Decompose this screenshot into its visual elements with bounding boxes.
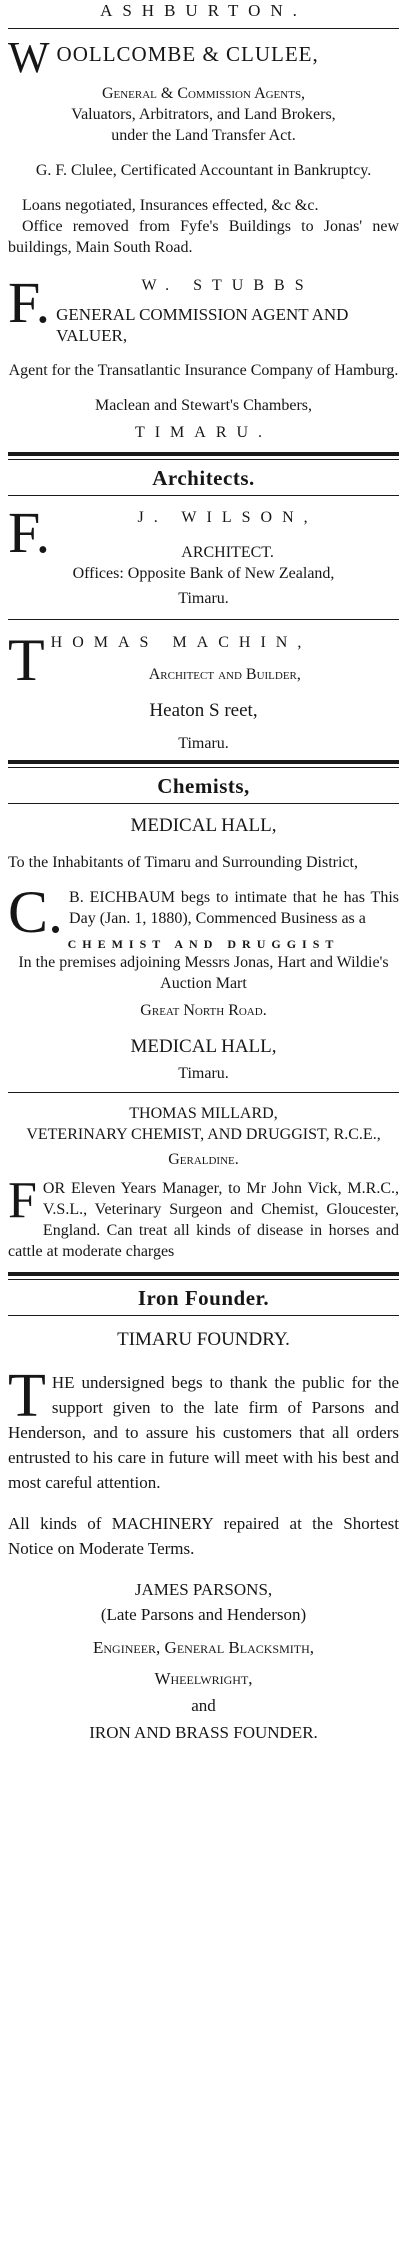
ad-millard	[8, 1103, 399, 1262]
dropcap: F.	[8, 500, 51, 565]
line: Timaru.	[178, 735, 229, 752]
ad-machin	[8, 627, 399, 754]
line: OR Eleven Years Manager, to Mr John Vick, M.R.C., V.S.L., Veterinary Surgeon and Chemist, Gloucester, England. Can treat all kinds of disease in horses and cattle at moderate charges	[8, 1180, 399, 1260]
line: Maclean and Stewart's Chambers,	[94, 397, 313, 414]
line: (Late Parsons and Henderson)	[100, 1605, 307, 1624]
dropcap: F	[8, 1172, 37, 1229]
line: All kinds of MACHINERY repaired at the Shortest Notice on Moderate Terms.	[8, 1514, 399, 1558]
line: Heaton S reet,	[149, 700, 258, 721]
divider	[8, 495, 399, 496]
ad-stubbs	[8, 270, 399, 442]
dropcap: C.	[8, 879, 64, 945]
line: CHEMIST AND DRUGGIST	[67, 937, 340, 951]
divider	[8, 619, 399, 620]
firm-name: W. STUBBS	[141, 277, 314, 294]
ad-eichbaum	[8, 814, 399, 1084]
ad-wilson	[8, 500, 399, 609]
divider	[8, 1315, 399, 1316]
line: Engineer, General Blacksmith,	[93, 1638, 314, 1657]
firm-name: OOLLCOMBE & CLULEE,	[56, 42, 319, 66]
section-heading-iron-founder: Iron Founder.	[137, 1286, 270, 1310]
line: Timaru.	[178, 1065, 229, 1082]
line: Great North Road.	[140, 1002, 267, 1019]
dropcap: W	[8, 33, 51, 82]
line: Valuators, Arbitrators, and Land Brokers,	[71, 106, 336, 123]
line: Architect and Builder,	[148, 666, 301, 683]
line: General & Commission Agents,	[101, 85, 306, 102]
line: Wheelwright,	[154, 1669, 253, 1688]
line: under the Land Transfer Act.	[111, 127, 296, 144]
divider	[8, 767, 399, 768]
line: TIMARU FOUNDRY.	[117, 1329, 290, 1350]
section-heading-chemists: Chemists,	[157, 774, 250, 798]
firm-name: HOMAS MACHIN,	[50, 634, 312, 651]
line: B. EICHBAUM begs to intimate that he has This Day (Jan. 1, 1880), Commenced Business as a	[69, 889, 399, 927]
firm-name: J. WILSON,	[137, 509, 318, 526]
section-heading-architects: Architects.	[152, 466, 255, 490]
line: ARCHITECT.	[181, 544, 274, 561]
line: MEDICAL HALL,	[130, 1036, 277, 1057]
dropcap: T	[8, 1362, 46, 1430]
line: JAMES PARSONS,	[134, 1580, 273, 1599]
line: Geraldine.	[168, 1151, 239, 1168]
line: HE undersigned begs to thank the public for the support given to the late firm of Parsons and Henderson, and to assure his customers that all orders entrusted to his care in future will meet with his best and most careful attention.	[8, 1373, 399, 1492]
divider	[8, 452, 399, 456]
line: Loans negotiated, Insurances effected, &c &c.	[22, 197, 319, 214]
line: In the premises adjoining Messrs Jonas, Hart and Wildie's Auction Mart	[18, 954, 389, 992]
line: MEDICAL HALL,	[130, 815, 277, 836]
ad-woollcombe	[8, 33, 399, 258]
divider	[8, 459, 399, 460]
firm-title: GENERAL COMMISSION AGENT AND VALUER,	[56, 305, 349, 345]
dropcap: F.	[8, 270, 51, 335]
line: To the Inhabitants of Timaru and Surrounding District,	[8, 854, 358, 871]
line: Offices: Opposite Bank of New Zealand,	[72, 565, 335, 582]
divider	[8, 1092, 399, 1093]
line: VETERINARY CHEMIST, AND DRUGGIST, R.C.E.,	[26, 1126, 381, 1143]
divider	[8, 803, 399, 804]
divider	[8, 1272, 399, 1276]
line: IRON AND BRASS FOUNDER.	[89, 1723, 318, 1742]
line: THOMAS MILLARD,	[129, 1105, 278, 1122]
line: and	[191, 1696, 216, 1715]
divider	[8, 760, 399, 764]
dropcap: T	[8, 627, 45, 693]
line: Office removed from Fyfe's Buildings to Jonas' new buildings, Main South Road.	[8, 218, 399, 256]
line: TIMARU.	[134, 424, 273, 441]
line: Agent for the Transatlantic Insurance Company of Hamburg.	[8, 362, 399, 379]
divider	[8, 1279, 399, 1280]
section-title-ashburton: ASHBURTON.	[100, 1, 307, 20]
ad-parsons	[8, 1328, 399, 1743]
line: Timaru.	[178, 590, 229, 607]
line: G. F. Clulee, Certificated Accountant in Bankruptcy.	[35, 162, 372, 179]
divider	[8, 28, 399, 29]
